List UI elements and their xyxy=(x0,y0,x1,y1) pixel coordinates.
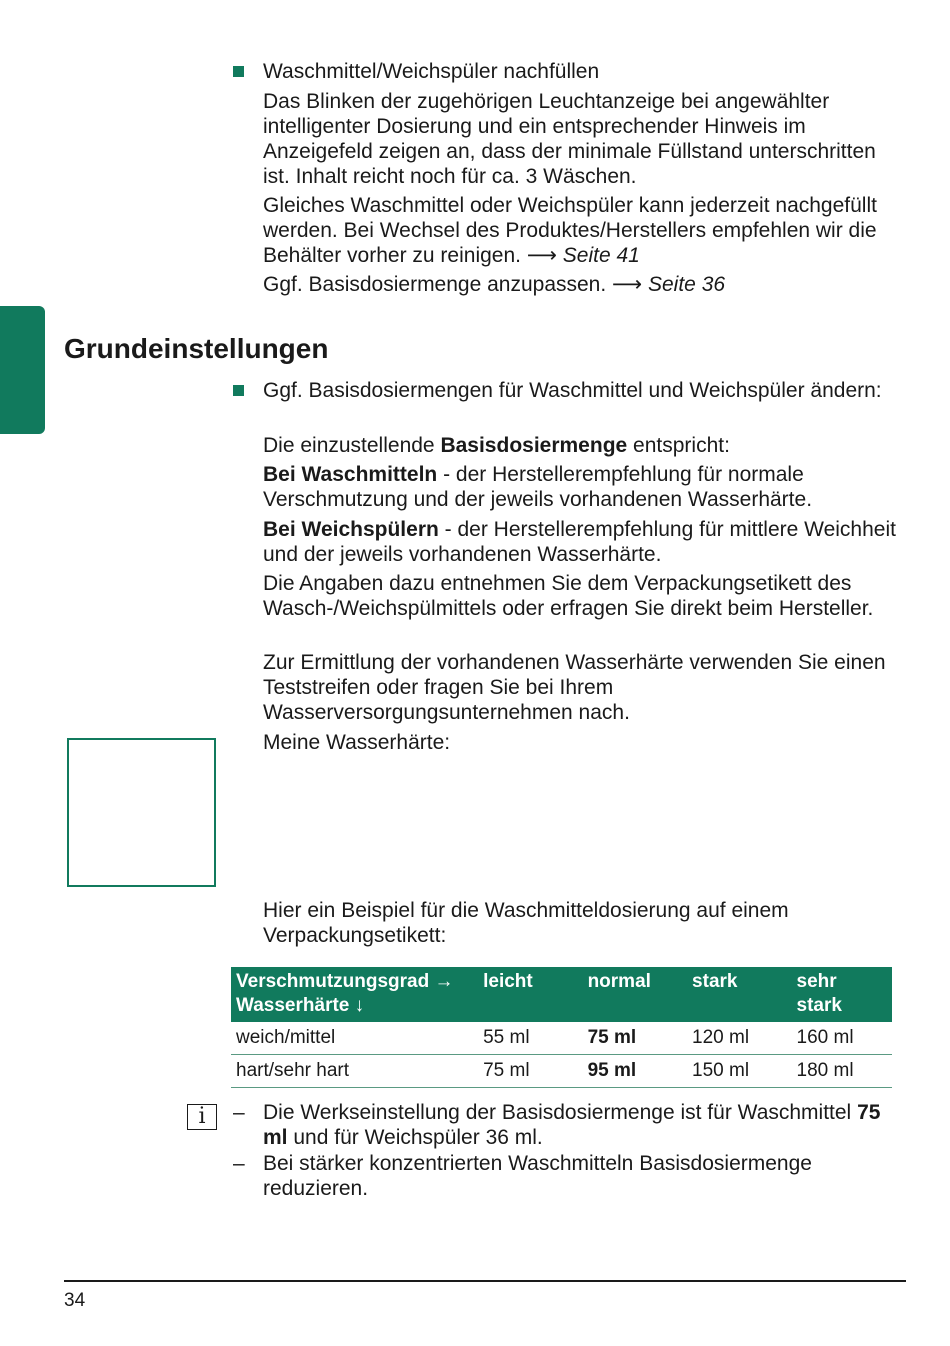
arrow-icon: ⟶ xyxy=(612,273,643,296)
water-hardness-label: Meine Wasserhärte: xyxy=(263,731,451,754)
table-cell: 120 ml xyxy=(687,1022,791,1055)
info-note-2: Bei stärker konzentrierten Waschmitteln Basisdosiermenge reduzieren. xyxy=(263,1152,812,1200)
table-cell: 160 ml xyxy=(792,1022,892,1055)
table-header-cell: stark xyxy=(692,971,738,992)
section-heading: Grundeinstellungen xyxy=(64,333,329,364)
info-icon: i xyxy=(187,1104,217,1130)
footer-divider xyxy=(64,1280,906,1282)
page-number: 34 xyxy=(64,1290,86,1311)
refill-heading-item: Waschmittel/Weichspüler nachfüllen xyxy=(263,60,600,83)
table-cell: 75 ml xyxy=(583,1022,687,1055)
table-cell: 75 ml xyxy=(478,1055,582,1088)
table-cell: 95 ml xyxy=(583,1055,687,1088)
page-reference-link[interactable]: Seite 36 xyxy=(648,273,726,296)
settings-paragraph-3: Bei Weichspülern - der Herstellerempfehlung für mittlere Weichheit und der jeweils vorhandenen Wasserhärte. xyxy=(263,518,896,566)
refill-paragraph-3: Ggf. Basisdosiermenge anzupassen. ⟶ Seite 36 xyxy=(263,273,726,296)
table-header-row xyxy=(231,967,892,1022)
refill-paragraph-1: Das Blinken der zugehörigen Leuchtanzeige bei angewählter intelligenter Dosierung und ein entsprechender Hinweis im Anzeigefeld zeigen an, dass der minimale Füllstand unterschritten ist. Inhalt reicht noch für ca. 3 Wäschen. xyxy=(263,90,876,188)
table-header-cell: normal xyxy=(587,971,651,992)
settings-paragraph-2: Bei Waschmitteln - der Herstellerempfehlung für normale Verschmutzung und der jeweils vorhandenen Wasserhärte. xyxy=(263,463,813,511)
dosage-table xyxy=(231,967,892,1088)
table-cell: 180 ml xyxy=(792,1055,892,1088)
example-intro: Hier ein Beispiel für die Waschmitteldosierung auf einem Verpackungsetikett: xyxy=(263,899,789,947)
settings-paragraph-4: Die Angaben dazu entnehmen Sie dem Verpackungsetikett des Wasch-/Weichspülmittels oder erfragen Sie direkt beim Hersteller. xyxy=(263,572,874,620)
table-row-label: weich/mittel xyxy=(231,1022,478,1055)
table-cell: 55 ml xyxy=(478,1022,582,1055)
table-row xyxy=(231,1055,892,1088)
table-row xyxy=(231,1022,892,1055)
water-hardness-entry-box xyxy=(67,738,216,887)
settings-paragraph-1: Die einzustellende Basisdosiermenge entspricht: xyxy=(263,434,730,457)
table-row-label: hart/sehr hart xyxy=(231,1055,478,1088)
table-header-cell: leicht xyxy=(483,971,533,992)
page-reference-link[interactable]: Seite 41 xyxy=(562,244,640,267)
bullet-square-icon xyxy=(233,66,244,77)
table-cell: 150 ml xyxy=(687,1055,791,1088)
list-dash: – xyxy=(233,1152,245,1175)
list-dash: – xyxy=(233,1101,245,1124)
refill-paragraph-2: Gleiches Waschmittel oder Weichspüler kann jederzeit nachgefüllt werden. Bei Wechsel des Produktes/Herstellers empfehlen wir die Behälter vorher zu reinigen. ⟶ Seite 41 xyxy=(263,194,877,267)
info-note-1: Die Werkseinstellung der Basisdosiermenge ist für Waschmittel 75 ml und für Weichspüler 36 ml. xyxy=(263,1101,881,1149)
settings-paragraph-5: Zur Ermittlung der vorhandenen Wasserhärte verwenden Sie einen Teststreifen oder fragen Sie bei Ihrem Wasserversorgungsunternehmen nach. xyxy=(263,651,886,724)
table-header-cell: sehr stark xyxy=(796,971,842,1016)
section-tab-marker xyxy=(0,306,45,434)
arrow-icon: ⟶ xyxy=(526,244,557,267)
settings-bullet-text: Ggf. Basisdosiermengen für Waschmittel und Weichspüler ändern: xyxy=(263,379,882,402)
table-header-corner: Verschmutzungsgrad → Wasserhärte ↓ xyxy=(236,971,454,1016)
bullet-square-icon xyxy=(233,385,244,396)
